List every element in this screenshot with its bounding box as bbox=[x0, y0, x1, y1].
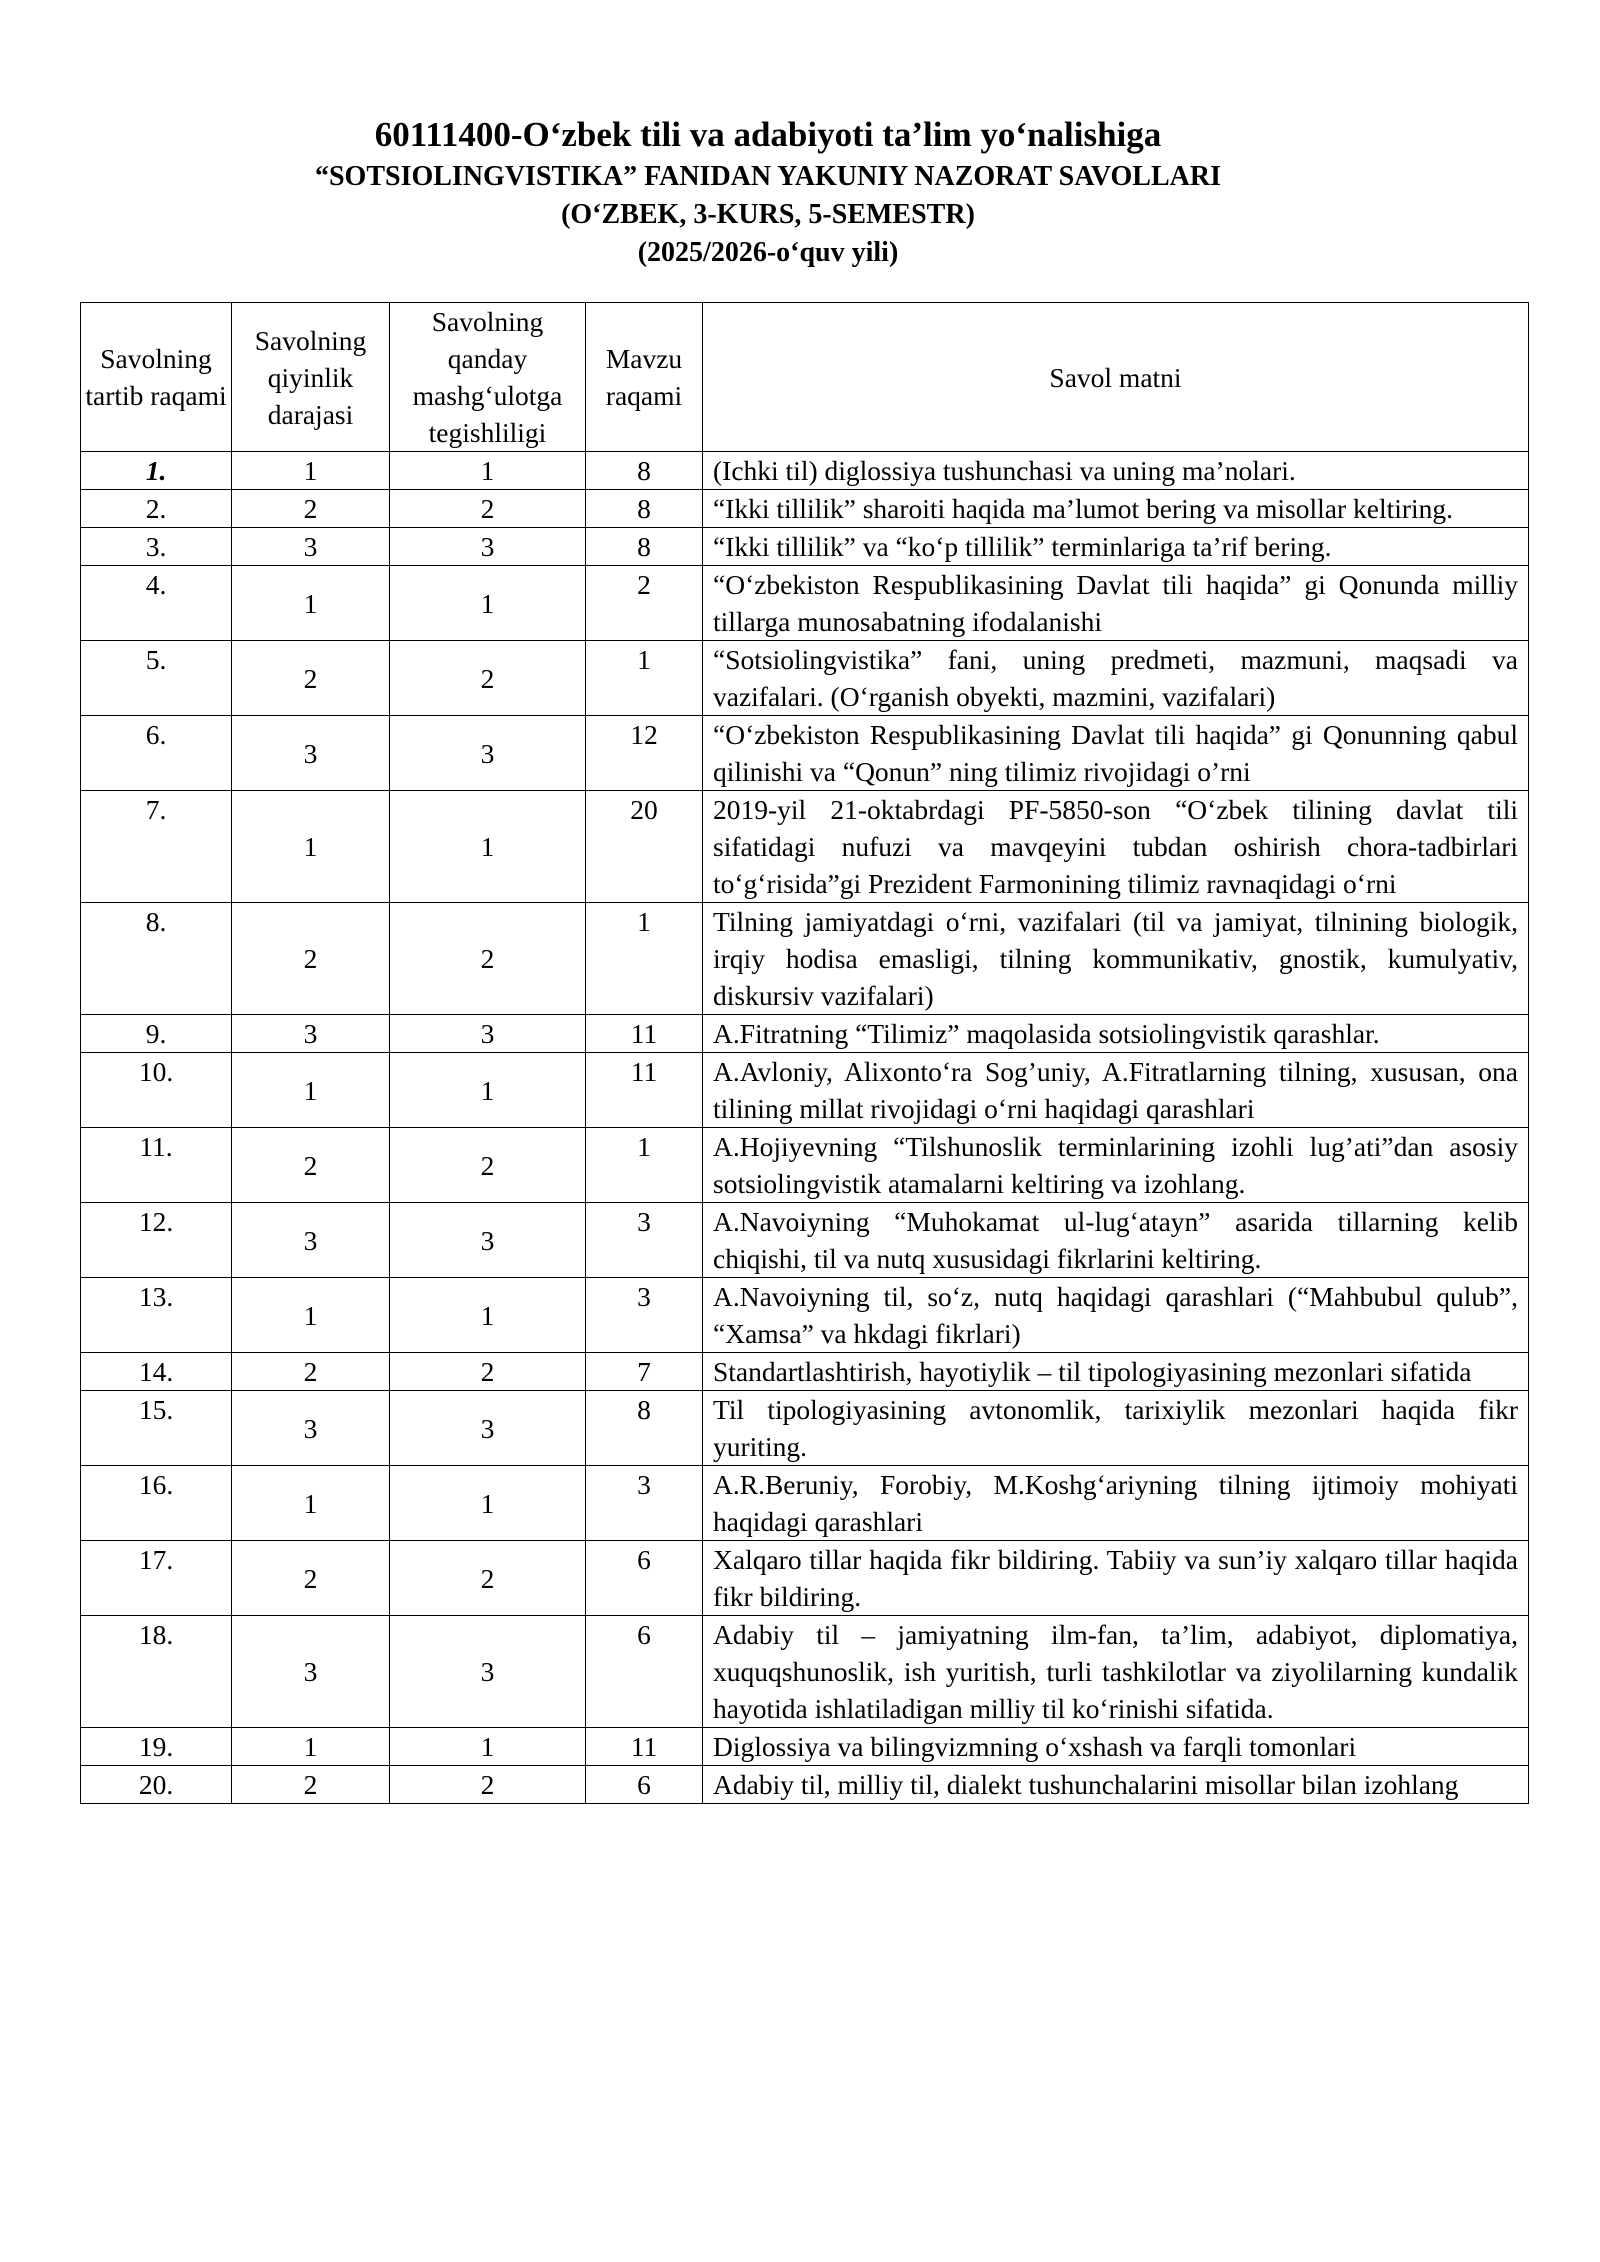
table-header-row bbox=[81, 303, 1529, 452]
session-type: 1 bbox=[390, 1728, 586, 1766]
topic-number: 20 bbox=[586, 791, 703, 903]
row-number: 8. bbox=[81, 903, 232, 1015]
question-text: (Ichki til) diglossiya tushunchasi va uning ma’nolari. bbox=[703, 452, 1529, 490]
topic-number: 8 bbox=[586, 452, 703, 490]
row-number: 19. bbox=[81, 1728, 232, 1766]
question-text: “Ikki tillilik” sharoiti haqida ma’lumot bering va misollar keltiring. bbox=[703, 490, 1529, 528]
difficulty-level: 3 bbox=[232, 528, 390, 566]
topic-number: 12 bbox=[586, 716, 703, 791]
topic-number: 11 bbox=[586, 1728, 703, 1766]
table-row bbox=[81, 1278, 1529, 1353]
row-number: 9. bbox=[81, 1015, 232, 1053]
session-type: 3 bbox=[390, 1616, 586, 1728]
table-row bbox=[81, 1728, 1529, 1766]
topic-number: 2 bbox=[586, 566, 703, 641]
difficulty-level: 1 bbox=[232, 1053, 390, 1128]
questions-table bbox=[80, 302, 1529, 1804]
topic-number: 1 bbox=[586, 1128, 703, 1203]
difficulty-level: 2 bbox=[232, 1128, 390, 1203]
question-text: A.Navoiyning til, so‘z, nutq haqidagi qarashlari (“Mahbubul qulub”, “Xamsa” va hkdagi fikrlari) bbox=[703, 1278, 1529, 1353]
topic-number: 8 bbox=[586, 490, 703, 528]
session-type: 2 bbox=[390, 1128, 586, 1203]
row-number: 12. bbox=[81, 1203, 232, 1278]
question-text: Standartlashtirish, hayotiylik – til tipologiyasining mezonlari sifatida bbox=[703, 1353, 1529, 1391]
table-row bbox=[81, 1541, 1529, 1616]
question-text: Adabiy til – jamiyatning ilm-fan, ta’lim, adabiyot, diplomatiya, xuquqshunoslik, ish yuritish, turli tashkilotlar va ziyolilarning kundalik hayotida ishlatiladigan milliy til ko‘rinishi sifatida. bbox=[703, 1616, 1529, 1728]
table-row bbox=[81, 490, 1529, 528]
topic-number: 11 bbox=[586, 1053, 703, 1128]
session-type: 1 bbox=[390, 1278, 586, 1353]
table-body bbox=[81, 452, 1529, 1804]
question-text: A.Avloniy, Alixonto‘ra Sog’uniy, A.Fitratlarning tilning, xususan, ona tilining millat rivojidagi o‘rni haqidagi qarashlari bbox=[703, 1053, 1529, 1128]
session-type: 1 bbox=[390, 452, 586, 490]
table-row bbox=[81, 1015, 1529, 1053]
row-number: 4. bbox=[81, 566, 232, 641]
difficulty-level: 3 bbox=[232, 716, 390, 791]
session-type: 1 bbox=[390, 791, 586, 903]
table-row bbox=[81, 1128, 1529, 1203]
difficulty-level: 1 bbox=[232, 1466, 390, 1541]
topic-number: 1 bbox=[586, 903, 703, 1015]
difficulty-level: 3 bbox=[232, 1616, 390, 1728]
table-row bbox=[81, 903, 1529, 1015]
table-row bbox=[81, 791, 1529, 903]
row-number: 3. bbox=[81, 528, 232, 566]
difficulty-level: 2 bbox=[232, 1541, 390, 1616]
topic-number: 11 bbox=[586, 1015, 703, 1053]
row-number: 17. bbox=[81, 1541, 232, 1616]
row-number: 18. bbox=[81, 1616, 232, 1728]
topic-number: 6 bbox=[586, 1766, 703, 1804]
row-number: 10. bbox=[81, 1053, 232, 1128]
row-number: 16. bbox=[81, 1466, 232, 1541]
row-number: 20. bbox=[81, 1766, 232, 1804]
row-number: 6. bbox=[81, 716, 232, 791]
question-text: Tilning jamiyatdagi o‘rni, vazifalari (til va jamiyat, tilnining biologik, irqiy hodisa emasligi, tilning kommunikativ, gnostik, kumulyativ, diskursiv vazifalari) bbox=[703, 903, 1529, 1015]
session-type: 2 bbox=[390, 1541, 586, 1616]
topic-number: 8 bbox=[586, 1391, 703, 1466]
academic-year: (2025/2026-o‘quv yili) bbox=[637, 237, 899, 268]
table-row bbox=[81, 566, 1529, 641]
table-row bbox=[81, 1466, 1529, 1541]
topic-number: 6 bbox=[586, 1616, 703, 1728]
difficulty-level: 2 bbox=[232, 641, 390, 716]
row-number: 5. bbox=[81, 641, 232, 716]
topic-number: 7 bbox=[586, 1353, 703, 1391]
table-row bbox=[81, 716, 1529, 791]
row-number: 15. bbox=[81, 1391, 232, 1466]
document-title: 60111400-O‘zbek tili va adabiyoti ta’lim yo‘nalishiga bbox=[374, 115, 1162, 154]
row-number: 13. bbox=[81, 1278, 232, 1353]
session-type: 1 bbox=[390, 1466, 586, 1541]
session-type: 2 bbox=[390, 641, 586, 716]
difficulty-level: 3 bbox=[232, 1203, 390, 1278]
table-row bbox=[81, 1203, 1529, 1278]
difficulty-level: 1 bbox=[232, 566, 390, 641]
topic-number: 3 bbox=[586, 1203, 703, 1278]
table-row bbox=[81, 1353, 1529, 1391]
document-header bbox=[0, 112, 1536, 272]
row-number: 7. bbox=[81, 791, 232, 903]
question-text: Diglossiya va bilingvizmning o‘xshash va farqli tomonlari bbox=[703, 1728, 1529, 1766]
difficulty-level: 1 bbox=[232, 791, 390, 903]
difficulty-level: 1 bbox=[232, 1278, 390, 1353]
session-type: 3 bbox=[390, 716, 586, 791]
difficulty-level: 2 bbox=[232, 1766, 390, 1804]
topic-number: 1 bbox=[586, 641, 703, 716]
table-row bbox=[81, 452, 1529, 490]
header-order-number: Savolning tartib raqami bbox=[81, 303, 232, 452]
difficulty-level: 1 bbox=[232, 452, 390, 490]
session-type: 2 bbox=[390, 1766, 586, 1804]
topic-number: 3 bbox=[586, 1278, 703, 1353]
table-row bbox=[81, 1053, 1529, 1128]
difficulty-level: 2 bbox=[232, 490, 390, 528]
topic-number: 8 bbox=[586, 528, 703, 566]
table-row bbox=[81, 1391, 1529, 1466]
question-text: “Sotsiolingvistika” fani, uning predmeti, mazmuni, maqsadi va vazifalari. (O‘rganish obyekti, mazmini, vazifalari) bbox=[703, 641, 1529, 716]
difficulty-level: 2 bbox=[232, 1353, 390, 1391]
session-type: 1 bbox=[390, 1053, 586, 1128]
row-number: 1. bbox=[81, 452, 232, 490]
row-number: 2. bbox=[81, 490, 232, 528]
row-number: 11. bbox=[81, 1128, 232, 1203]
session-type: 3 bbox=[390, 1391, 586, 1466]
topic-number: 6 bbox=[586, 1541, 703, 1616]
topic-number: 3 bbox=[586, 1466, 703, 1541]
difficulty-level: 3 bbox=[232, 1391, 390, 1466]
session-type: 2 bbox=[390, 1353, 586, 1391]
session-type: 3 bbox=[390, 528, 586, 566]
question-text: A.R.Beruniy, Forobiy, M.Koshg‘ariyning tilning ijtimoiy mohiyati haqidagi qarashlari bbox=[703, 1466, 1529, 1541]
question-text: Adabiy til, milliy til, dialekt tushunchalarini misollar bilan izohlang bbox=[703, 1766, 1529, 1804]
question-text: 2019-yil 21-oktabrdagi PF-5850-son “O‘zbek tilining davlat tili sifatidagi nufuzi va mavqeyini tubdan oshirish chora-tadbirlari to‘g‘risida”gi Prezident Farmonining tilimiz ravnaqidagi o‘rni bbox=[703, 791, 1529, 903]
course-info: (O‘ZBEK, 3-KURS, 5-SEMESTR) bbox=[561, 199, 975, 230]
row-number: 14. bbox=[81, 1353, 232, 1391]
session-type: 2 bbox=[390, 490, 586, 528]
session-type: 2 bbox=[390, 903, 586, 1015]
header-topic-number: Mavzu raqami bbox=[586, 303, 703, 452]
question-text: A.Hojiyevning “Tilshunoslik terminlarining izohli lug’ati”dan asosiy sotsiolingvistik atamalarni keltiring va izohlang. bbox=[703, 1128, 1529, 1203]
session-type: 1 bbox=[390, 566, 586, 641]
difficulty-level: 2 bbox=[232, 903, 390, 1015]
question-text: A.Navoiyning “Muhokamat ul-lug‘atayn” asarida tillarning kelib chiqishi, til va nutq xususidagi fikrlarini keltiring. bbox=[703, 1203, 1529, 1278]
question-text: Xalqaro tillar haqida fikr bildiring. Tabiiy va sun’iy xalqaro tillar haqida fikr bildiring. bbox=[703, 1541, 1529, 1616]
question-text: Til tipologiyasining avtonomlik, tarixiylik mezonlari haqida fikr yuriting. bbox=[703, 1391, 1529, 1466]
header-difficulty: Savolning qiyinlik darajasi bbox=[232, 303, 390, 452]
table-row bbox=[81, 1766, 1529, 1804]
table-row bbox=[81, 641, 1529, 716]
difficulty-level: 3 bbox=[232, 1015, 390, 1053]
header-question-text: Savol matni bbox=[703, 303, 1529, 452]
question-text: “Ikki tillilik” va “ko‘p tillilik” terminlariga ta’rif bering. bbox=[703, 528, 1529, 566]
question-text: A.Fitratning “Tilimiz” maqolasida sotsiolingvistik qarashlar. bbox=[703, 1015, 1529, 1053]
session-type: 3 bbox=[390, 1203, 586, 1278]
question-text: “O‘zbekiston Respublikasining Davlat tili haqida” gi Qonunning qabul qilinishi va “Qonun” ning tilimiz rivojidagi o’rni bbox=[703, 716, 1529, 791]
table-row bbox=[81, 528, 1529, 566]
document-subtitle: “SOTSIOLINGVISTIKA” FANIDAN YAKUNIY NAZORAT SAVOLLARI bbox=[314, 161, 1221, 192]
header-session-type: Savolning qanday mashg‘ulotga tegishliligi bbox=[390, 303, 586, 452]
table-row bbox=[81, 1616, 1529, 1728]
session-type: 3 bbox=[390, 1015, 586, 1053]
question-text: “O‘zbekiston Respublikasining Davlat tili haqida” gi Qonunda milliy tillarga munosabatning ifodalanishi bbox=[703, 566, 1529, 641]
difficulty-level: 1 bbox=[232, 1728, 390, 1766]
